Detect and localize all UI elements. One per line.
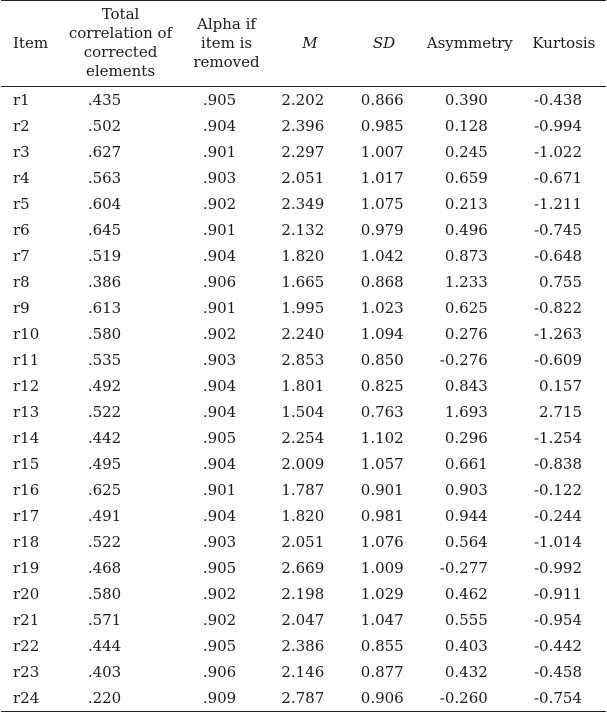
header-item: Item	[13, 33, 49, 52]
cell-total-correlation: .580	[87, 585, 122, 603]
table-row	[1, 503, 606, 529]
cell-asymmetry: -0.277	[439, 559, 488, 577]
cell-kurtosis: 0.157	[539, 377, 582, 395]
cell-item: r4	[13, 169, 30, 187]
cell-total-correlation: .435	[87, 91, 122, 109]
cell-total-correlation: .220	[87, 689, 122, 707]
cell-kurtosis: 0.755	[539, 273, 582, 291]
header-total-correlation: Total correlation of corrected elements	[68, 5, 173, 80]
cell-asymmetry: 0.462	[444, 585, 488, 603]
cell-sd: 1.102	[360, 429, 404, 447]
cell-alpha-if-removed: .904	[202, 247, 237, 265]
cell-total-correlation: .535	[87, 351, 122, 369]
cell-mean: 2.396	[281, 117, 325, 135]
cell-alpha-if-removed: .901	[202, 143, 237, 161]
cell-asymmetry: 0.403	[444, 637, 488, 655]
cell-asymmetry: 0.843	[444, 377, 488, 395]
cell-total-correlation: .386	[87, 273, 122, 291]
cell-alpha-if-removed: .909	[202, 689, 237, 707]
cell-asymmetry: 0.496	[444, 221, 488, 239]
header-kurtosis: Kurtosis	[532, 33, 596, 52]
cell-mean: 1.665	[281, 273, 325, 291]
cell-kurtosis: -1.263	[533, 325, 582, 343]
cell-asymmetry: 1.233	[444, 273, 488, 291]
cell-alpha-if-removed: .901	[202, 481, 237, 499]
cell-item: r23	[13, 663, 40, 681]
cell-mean: 1.504	[281, 403, 325, 421]
cell-alpha-if-removed: .902	[202, 611, 237, 629]
cell-sd: 0.901	[360, 481, 404, 499]
table-row	[1, 607, 606, 633]
cell-asymmetry: 0.659	[444, 169, 488, 187]
cell-item: r22	[13, 637, 40, 655]
cell-alpha-if-removed: .901	[202, 221, 237, 239]
cell-total-correlation: .491	[87, 507, 122, 525]
cell-mean: 2.297	[281, 143, 325, 161]
cell-item: r5	[13, 195, 30, 213]
cell-alpha-if-removed: .903	[202, 351, 237, 369]
cell-sd: 0.850	[360, 351, 404, 369]
cell-total-correlation: .645	[87, 221, 122, 239]
cell-item: r9	[13, 299, 30, 317]
cell-sd: 1.075	[360, 195, 404, 213]
cell-asymmetry: 0.390	[444, 91, 488, 109]
table-row	[1, 269, 606, 295]
cell-alpha-if-removed: .905	[202, 91, 237, 109]
cell-asymmetry: -0.276	[439, 351, 488, 369]
cell-asymmetry: 0.625	[444, 299, 488, 317]
cell-kurtosis: -0.648	[533, 247, 582, 265]
cell-asymmetry: 0.213	[444, 195, 488, 213]
table-row	[1, 529, 606, 555]
cell-sd: 1.047	[360, 611, 404, 629]
cell-item: r8	[13, 273, 30, 291]
cell-total-correlation: .403	[87, 663, 122, 681]
cell-kurtosis: -0.745	[533, 221, 582, 239]
cell-item: r19	[13, 559, 40, 577]
cell-sd: 1.057	[360, 455, 404, 473]
cell-item: r14	[13, 429, 40, 447]
cell-mean: 2.787	[281, 689, 325, 707]
cell-mean: 1.820	[281, 247, 325, 265]
cell-total-correlation: .519	[87, 247, 122, 265]
cell-kurtosis: -0.438	[533, 91, 582, 109]
cell-mean: 2.051	[281, 533, 325, 551]
cell-item: r3	[13, 143, 30, 161]
cell-alpha-if-removed: .904	[202, 117, 237, 135]
table-row	[1, 113, 606, 139]
cell-alpha-if-removed: .902	[202, 585, 237, 603]
table-row	[1, 347, 606, 373]
cell-kurtosis: -0.994	[533, 117, 582, 135]
cell-sd: 0.906	[360, 689, 404, 707]
cell-item: r16	[13, 481, 40, 499]
cell-mean: 2.202	[281, 91, 325, 109]
cell-alpha-if-removed: .905	[202, 637, 237, 655]
cell-total-correlation: .468	[87, 559, 122, 577]
table-row	[1, 581, 606, 607]
cell-sd: 1.076	[360, 533, 404, 551]
cell-kurtosis: -1.211	[533, 195, 582, 213]
cell-mean: 2.047	[281, 611, 325, 629]
cell-total-correlation: .563	[87, 169, 122, 187]
cell-item: r15	[13, 455, 40, 473]
cell-total-correlation: .442	[87, 429, 122, 447]
cell-total-correlation: .492	[87, 377, 122, 395]
cell-sd: 0.825	[360, 377, 404, 395]
cell-kurtosis: -0.244	[533, 507, 582, 525]
header-asymmetry: Asymmetry	[426, 33, 513, 52]
table-header	[1, 1, 606, 87]
cell-alpha-if-removed: .902	[202, 195, 237, 213]
table-row	[1, 425, 606, 451]
cell-asymmetry: 0.564	[444, 533, 488, 551]
cell-alpha-if-removed: .905	[202, 559, 237, 577]
cell-item: r1	[13, 91, 30, 109]
cell-mean: 2.009	[281, 455, 325, 473]
cell-item: r24	[13, 689, 40, 707]
cell-item: r11	[13, 351, 40, 369]
cell-asymmetry: 0.296	[444, 429, 488, 447]
cell-asymmetry: -0.260	[439, 689, 488, 707]
header-mean: M	[302, 33, 318, 52]
cell-mean: 2.386	[281, 637, 325, 655]
cell-sd: 0.855	[360, 637, 404, 655]
table-row	[1, 477, 606, 503]
cell-sd: 1.023	[360, 299, 404, 317]
table-row	[1, 373, 606, 399]
cell-sd: 0.985	[360, 117, 404, 135]
cell-asymmetry: 0.276	[444, 325, 488, 343]
table-row	[1, 555, 606, 581]
cell-kurtosis: -1.254	[533, 429, 582, 447]
cell-item: r20	[13, 585, 40, 603]
header-alpha-if-removed: Alpha if item is removed	[193, 14, 260, 71]
table-row	[1, 295, 606, 321]
cell-total-correlation: .613	[87, 299, 122, 317]
cell-sd: 1.094	[360, 325, 404, 343]
cell-mean: 1.995	[281, 299, 325, 317]
cell-item: r13	[13, 403, 40, 421]
cell-total-correlation: .522	[87, 403, 122, 421]
cell-sd: 0.981	[360, 507, 404, 525]
cell-total-correlation: .571	[87, 611, 122, 629]
cell-sd: 1.029	[360, 585, 404, 603]
cell-mean: 1.820	[281, 507, 325, 525]
cell-mean: 2.051	[281, 169, 325, 187]
cell-item: r21	[13, 611, 40, 629]
cell-item: r2	[13, 117, 30, 135]
item-statistics-table	[1, 0, 606, 712]
cell-sd: 0.877	[360, 663, 404, 681]
table-row	[1, 139, 606, 165]
cell-mean: 1.787	[281, 481, 325, 499]
cell-alpha-if-removed: .904	[202, 507, 237, 525]
cell-asymmetry: 0.245	[444, 143, 488, 161]
cell-alpha-if-removed: .903	[202, 533, 237, 551]
cell-asymmetry: 0.432	[444, 663, 488, 681]
cell-kurtosis: -0.458	[533, 663, 582, 681]
cell-total-correlation: .625	[87, 481, 122, 499]
cell-sd: 1.009	[360, 559, 404, 577]
cell-total-correlation: .604	[87, 195, 122, 213]
table-row	[1, 321, 606, 347]
cell-kurtosis: 2.715	[539, 403, 582, 421]
cell-alpha-if-removed: .902	[202, 325, 237, 343]
table-row	[1, 87, 606, 114]
cell-item: r10	[13, 325, 40, 343]
cell-item: r6	[13, 221, 30, 239]
header-sd: SD	[372, 33, 396, 52]
table-row	[1, 399, 606, 425]
cell-total-correlation: .502	[87, 117, 122, 135]
cell-asymmetry: 0.873	[444, 247, 488, 265]
header-row	[1, 1, 606, 87]
cell-sd: 0.763	[360, 403, 404, 421]
cell-mean: 2.349	[281, 195, 325, 213]
cell-mean: 2.198	[281, 585, 325, 603]
cell-total-correlation: .580	[87, 325, 122, 343]
table-row	[1, 633, 606, 659]
cell-total-correlation: .495	[87, 455, 122, 473]
cell-kurtosis: -0.609	[533, 351, 582, 369]
table-body	[1, 87, 606, 712]
cell-total-correlation: .627	[87, 143, 122, 161]
cell-kurtosis: -0.838	[533, 455, 582, 473]
cell-alpha-if-removed: .903	[202, 169, 237, 187]
cell-asymmetry: 0.944	[444, 507, 488, 525]
cell-kurtosis: -1.022	[533, 143, 582, 161]
cell-sd: 1.017	[360, 169, 404, 187]
cell-asymmetry: 0.555	[444, 611, 488, 629]
cell-alpha-if-removed: .904	[202, 455, 237, 473]
cell-sd: 1.042	[360, 247, 404, 265]
cell-kurtosis: -0.822	[533, 299, 582, 317]
cell-item: r7	[13, 247, 30, 265]
cell-kurtosis: -0.671	[533, 169, 582, 187]
table-row	[1, 451, 606, 477]
cell-asymmetry: 0.903	[444, 481, 488, 499]
cell-kurtosis: -1.014	[533, 533, 582, 551]
cell-mean: 1.801	[281, 377, 325, 395]
cell-kurtosis: -0.992	[533, 559, 582, 577]
cell-mean: 2.146	[281, 663, 325, 681]
cell-asymmetry: 1.693	[444, 403, 488, 421]
cell-mean: 2.132	[281, 221, 325, 239]
cell-item: r18	[13, 533, 40, 551]
table-row	[1, 191, 606, 217]
cell-mean: 2.254	[281, 429, 325, 447]
cell-sd: 0.868	[360, 273, 404, 291]
cell-total-correlation: .444	[87, 637, 122, 655]
cell-kurtosis: -0.754	[533, 689, 582, 707]
cell-alpha-if-removed: .904	[202, 377, 237, 395]
cell-mean: 2.240	[281, 325, 325, 343]
cell-kurtosis: -0.122	[533, 481, 582, 499]
cell-mean: 2.853	[281, 351, 325, 369]
table-row	[1, 685, 606, 712]
cell-asymmetry: 0.128	[444, 117, 488, 135]
table-row	[1, 217, 606, 243]
cell-sd: 0.866	[360, 91, 404, 109]
table-row	[1, 659, 606, 685]
table-row	[1, 165, 606, 191]
cell-item: r12	[13, 377, 40, 395]
cell-alpha-if-removed: .901	[202, 299, 237, 317]
table-row	[1, 243, 606, 269]
cell-mean: 2.669	[281, 559, 325, 577]
cell-asymmetry: 0.661	[444, 455, 488, 473]
cell-sd: 0.979	[360, 221, 404, 239]
cell-alpha-if-removed: .905	[202, 429, 237, 447]
cell-sd: 1.007	[360, 143, 404, 161]
cell-kurtosis: -0.911	[533, 585, 582, 603]
cell-total-correlation: .522	[87, 533, 122, 551]
cell-alpha-if-removed: .906	[202, 273, 237, 291]
cell-alpha-if-removed: .904	[202, 403, 237, 421]
cell-kurtosis: -0.442	[533, 637, 582, 655]
cell-item: r17	[13, 507, 40, 525]
cell-alpha-if-removed: .906	[202, 663, 237, 681]
cell-kurtosis: -0.954	[533, 611, 582, 629]
